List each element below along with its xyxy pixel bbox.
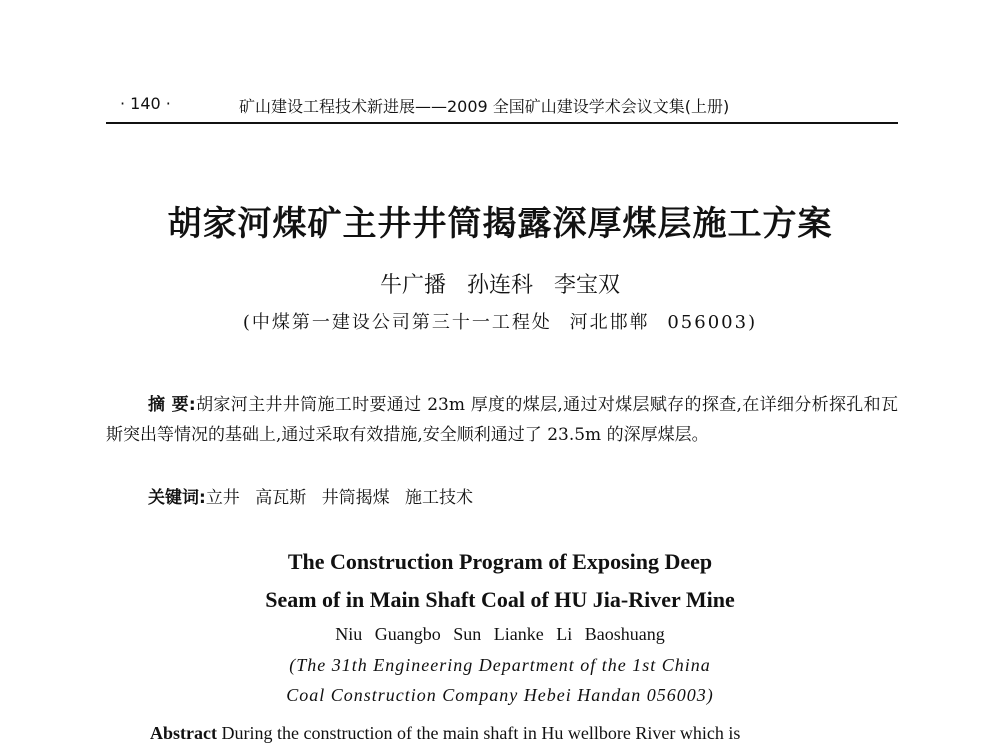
affiliation-cn: (中煤第一建设公司第三十一工程处 河北邯郸 056003) xyxy=(242,312,758,333)
abstract-cn xyxy=(106,390,898,450)
header-rule xyxy=(106,122,898,124)
abstract-en-label: Abstract xyxy=(150,723,217,743)
page-number: · 140 · xyxy=(120,94,171,113)
abstract-en-text: During the construction of the main shaft in Hu wellbore River which is xyxy=(221,723,741,743)
abstract-cn-label: 摘 要: xyxy=(148,395,196,415)
abstract-en xyxy=(150,723,910,744)
paper-title-en-line1: The Construction Program of Exposing Deep xyxy=(287,549,713,574)
authors-cn: 牛广播 孙连科 李宝双 xyxy=(380,273,620,298)
affiliation-en-line2: Coal Construction Company Hebei Handan 056003) xyxy=(286,685,714,705)
abstract-cn-text: 胡家河主井井筒施工时要通过 23m 厚度的煤层,通过对煤层赋存的探查,在详细分析探孔和瓦斯突出等情况的基础上,通过采取有效措施,安全顺利通过了 23.5m 的深厚煤层。 xyxy=(106,395,898,445)
affiliation-en-line1: (The 31th Engineering Department of the 1st China xyxy=(289,655,711,675)
keywords-cn xyxy=(148,483,898,508)
book-title: 矿山建设工程技术新进展——2009 全国矿山建设学术会议文集(上册) xyxy=(239,97,730,116)
paper-title-cn: 胡家河煤矿主井井筒揭露深厚煤层施工方案 xyxy=(167,204,833,244)
keywords-text: 立井 高瓦斯 井筒揭煤 施工技术 xyxy=(205,488,474,508)
authors-en: Niu Guangbo Sun Lianke Li Baoshuang xyxy=(335,624,665,644)
running-header xyxy=(106,92,898,118)
keywords-label: 关键词: xyxy=(148,488,206,508)
paper-title-en-line2: Seam of in Main Shaft Coal of HU Jia-River Mine xyxy=(265,587,735,612)
